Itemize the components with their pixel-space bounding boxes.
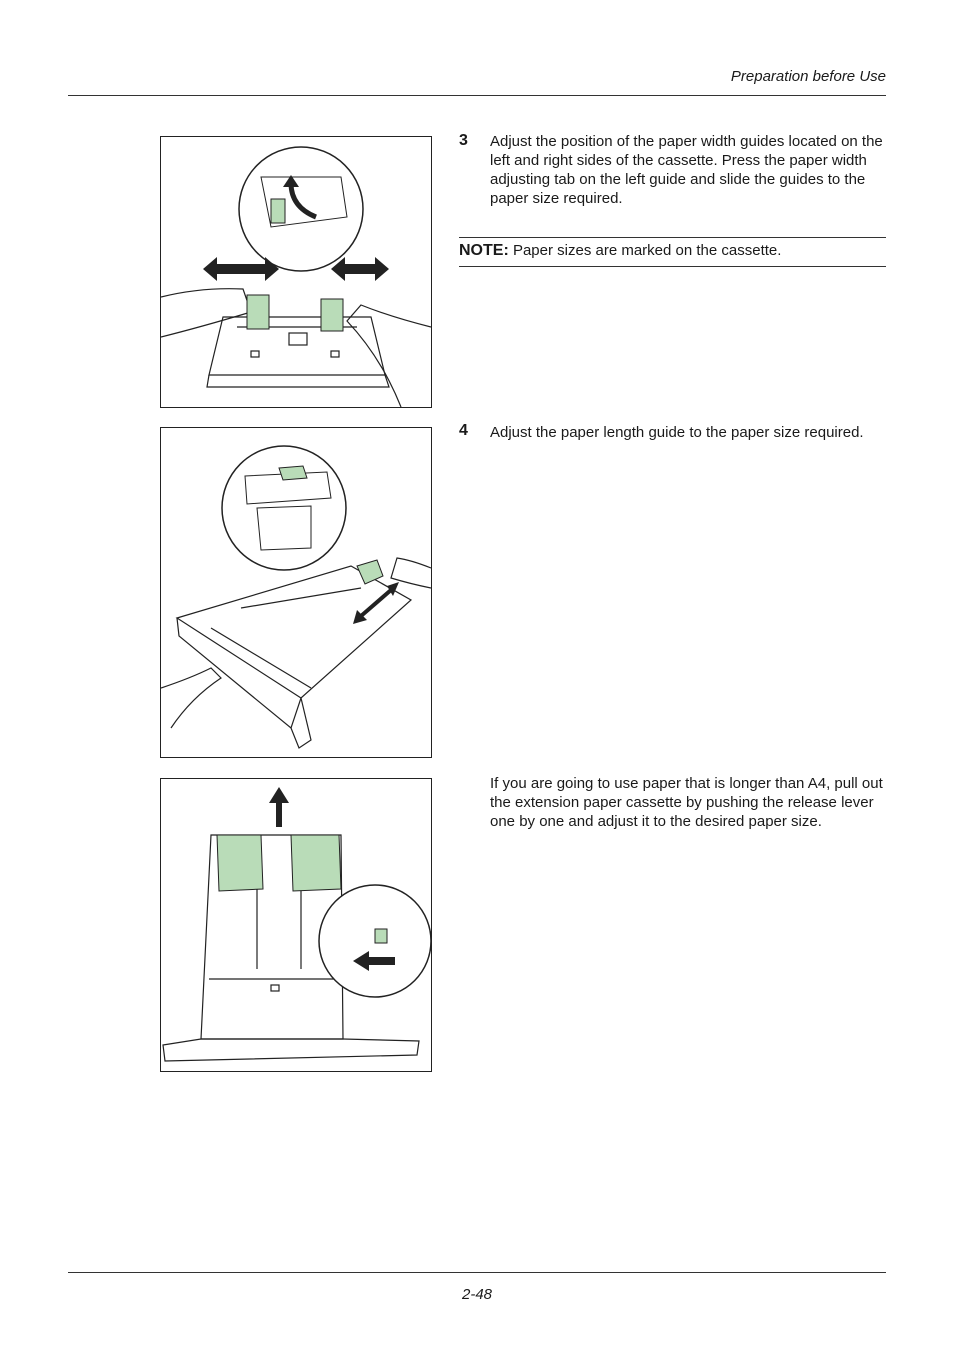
figure-extension-cassette <box>160 778 432 1072</box>
extension-cassette-illustration <box>161 779 431 1071</box>
step-4-text: Adjust the paper length guide to the paper size required. <box>490 424 864 441</box>
running-header: Preparation before Use <box>730 68 886 85</box>
note-label: NOTE: <box>459 242 509 259</box>
step-number-3: 3 <box>459 132 468 149</box>
extension-paragraph: If you are going to use paper that is longer than A4, pull out the extension paper cassette by pushing the release lever one by one and adjust it to the desired paper size. <box>490 775 883 830</box>
footer-rule <box>68 1272 886 1273</box>
note-text: Paper sizes are marked on the cassette. <box>512 242 782 259</box>
page-number: 2-48 <box>461 1286 493 1303</box>
header-rule <box>68 95 886 96</box>
width-guides-illustration <box>161 137 431 407</box>
figure-width-guides <box>160 136 432 408</box>
step-number-4: 4 <box>459 422 468 439</box>
figure-length-guide <box>160 427 432 758</box>
step-3-text: Adjust the position of the paper width guides located on the left and right sides of the cassette. Press the paper width adjusting tab on the left guide and slide the guides to the paper size required. <box>490 133 883 207</box>
note-box <box>459 237 886 267</box>
length-guide-illustration <box>161 428 431 757</box>
